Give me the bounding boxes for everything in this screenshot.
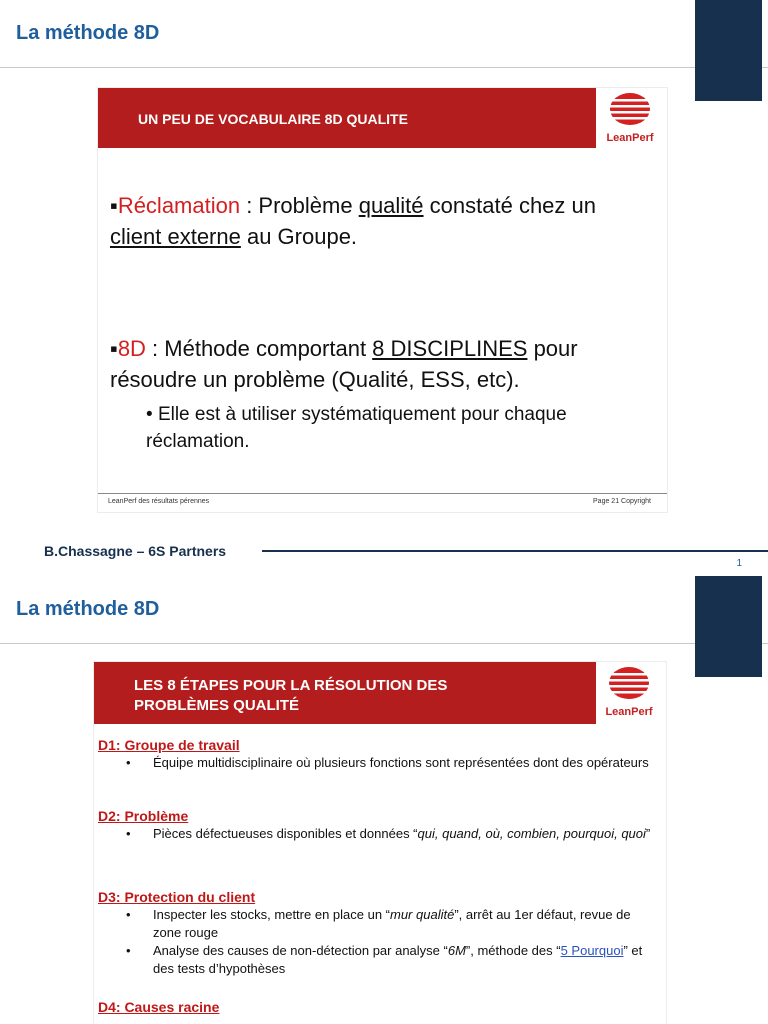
item-text: Pièces défectueuses disponibles et données “ [153, 826, 418, 841]
link-5-pourquoi[interactable]: 5 Pourquoi [560, 943, 624, 958]
text-fragment: au Groupe. [240, 224, 358, 249]
logo-globe-icon [609, 92, 651, 126]
embedded-footer-brand: LeanPerf des résultats pérennes [108, 498, 210, 505]
footer-divider [262, 550, 768, 552]
step-d1 [98, 736, 656, 772]
sub-bullet: • Elle est à utiliser systématiquement pour chaque réclamation. [146, 404, 567, 452]
term-reclamation: Réclamation [117, 193, 241, 218]
title-divider [0, 67, 768, 68]
banner-line-1: LES 8 ÉTAPES POUR LA RÉSOLUTION DES [134, 677, 448, 694]
list-item: • Inspecter les stocks, mettre en place un “mur qualité”, arrêt au 1er défaut, revue de zone rouge [126, 907, 631, 940]
step-heading: D1: Groupe de travail [98, 737, 240, 753]
step-heading: D4: Causes racine [98, 999, 220, 1015]
sub-bullet-text: Elle est à utiliser systématiquement pour chaque réclamation. [146, 404, 567, 452]
list-item: • Équipe multidisciplinaire où plusieurs fonctions sont représentées dont des opérateurs [126, 755, 649, 770]
embedded-slide [98, 88, 667, 512]
slide-title: La méthode 8D [16, 22, 160, 44]
logo-text: LeanPerf [605, 706, 653, 718]
step-d4 [98, 998, 656, 1016]
list-item: • Analyse des causes de non-détection par analyse “6M”, méthode des “5 Pourquoi” et des tests d’hypothèses [126, 943, 643, 976]
embedded-footer-page: Page 21 Copyright [593, 498, 651, 505]
corner-accent [695, 0, 762, 101]
logo-text: LeanPerf [606, 132, 654, 144]
item-text: Inspecter les stocks, mettre en place un “ [153, 907, 390, 922]
text-fragment: : Méthode comportant [145, 336, 373, 361]
item-text: Analyse des causes de non-détection par analyse “ [153, 943, 448, 958]
item-text: ”, arrêt au 1er défaut, revue de zone rouge [153, 907, 631, 940]
embedded-slide [94, 662, 666, 1024]
item-text: ”, méthode des “ [465, 943, 561, 958]
step-d2 [98, 807, 656, 843]
item-text: ” et des tests d’hypothèses [153, 943, 643, 976]
item-italic: 6M [447, 943, 466, 958]
banner-title [94, 662, 596, 724]
item-italic: mur qualité [390, 907, 455, 922]
text-fragment: pour résoudre un problème (Qualité, ESS, etc). [110, 336, 578, 392]
logo-globe-icon [608, 666, 650, 700]
item-italic: qui, quand, où, combien, pourquoi, quoi [417, 826, 646, 841]
slide-2 [0, 576, 768, 1024]
underlined-client-externe: client externe [110, 224, 241, 249]
corner-accent [695, 576, 762, 677]
text-fragment: constaté chez un [423, 193, 596, 218]
underlined-qualite: qualité [358, 193, 424, 218]
step-heading: D2: Problème [98, 808, 189, 824]
bullet-reclamation: ▪Réclamation : Problème qualité constaté chez un client externe au Groupe. [110, 193, 596, 249]
slide-title: La méthode 8D [16, 598, 160, 620]
item-text: ” [645, 826, 651, 841]
leanperf-logo [596, 666, 662, 718]
page-number: 1 [736, 558, 742, 569]
bullet-8d: ▪8D : Méthode comportant 8 DISCIPLINES pour résoudre un problème (Qualité, ESS, etc). • Elle est à utiliser systématiquement pour chaque réclamation. [110, 333, 647, 455]
text-fragment: : Problème [240, 193, 359, 218]
title-divider [0, 643, 768, 644]
leanperf-logo [597, 92, 663, 144]
term-8d: 8D [117, 336, 146, 361]
list-item: • Pièces défectueuses disponibles et données “qui, quand, où, combien, pourquoi, quoi” [126, 826, 651, 841]
step-d3 [98, 888, 656, 978]
item-text: Équipe multidisciplinaire où plusieurs fonctions sont représentées dont des opérateurs [153, 755, 649, 770]
banner-title: UN PEU DE VOCABULAIRE 8D QUALITE [98, 88, 596, 148]
embedded-footer [98, 493, 667, 512]
footer-author: B.Chassagne – 6S Partners [44, 543, 227, 559]
underlined-8-disciplines: 8 DISCIPLINES [372, 336, 528, 361]
banner-line-2: PROBLÈMES QUALITÉ [134, 697, 300, 714]
step-heading: D3: Protection du client [98, 889, 256, 905]
